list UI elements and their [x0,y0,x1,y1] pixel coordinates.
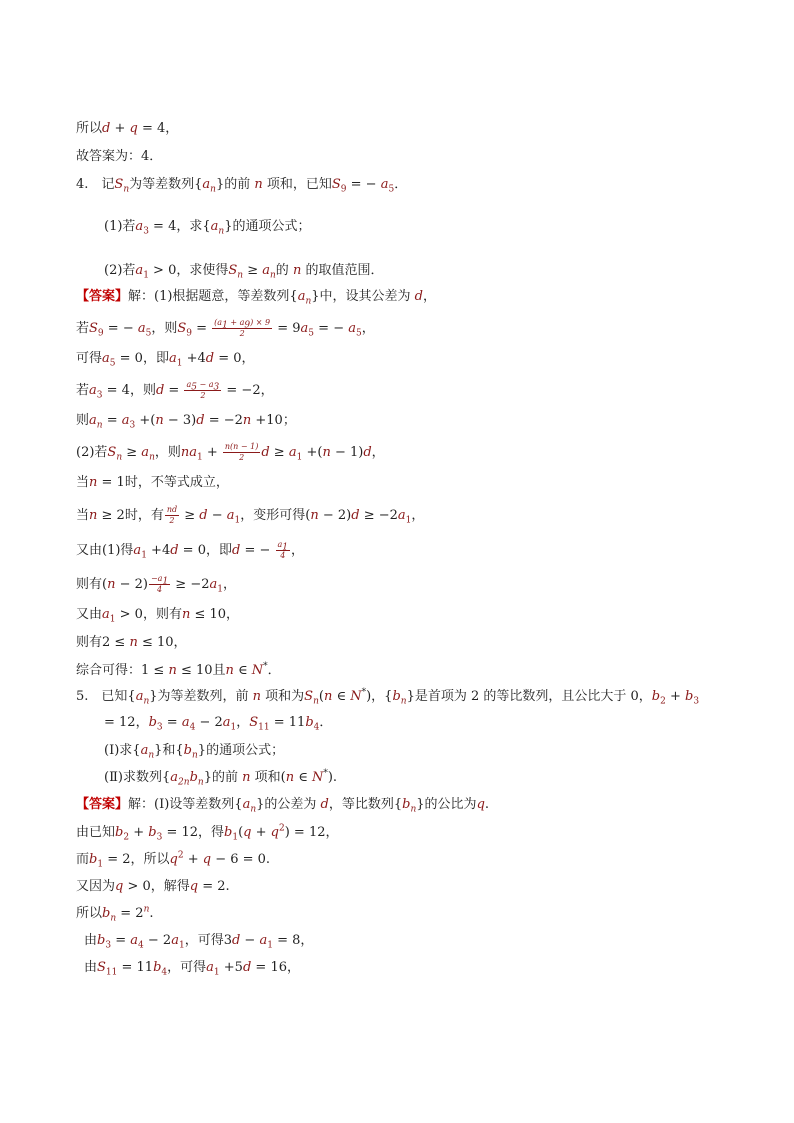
answer-5-line-3: 又因为q > 0，解得q = 2. [76,879,230,894]
answer-5-line-0: 【答案】解：(Ⅰ)设等差数列$\{a_n\}$的公差为 d，等比数列$\{b_n\}$的公比为q. [76,797,490,815]
answer-4-line-1: 若$S_9$ = − $a_5$，则$S_9$ = $\frac{(a_1 + a_9) \times 9}{2}$ = $9a_5$ = − $a_5$， [76,318,375,339]
line-l02: 故答案为：4． [76,149,163,164]
answer-4-line-3: 若$a_3 = 4$，则d = $\frac{a_5 - a_3}{2}$ = −2， [76,380,274,401]
answer-4-line-0: 【答案】解：(1)根据题意，等差数列$\{a_n\}$中，设其公差为 d， [76,289,437,307]
answer-5-line-1: 由已知$b_2 + b_3 = 12$，得$b_1(q + q^2) = 12$， [76,823,339,843]
line-l01: 所以d + q = 4， [76,121,179,136]
answer-4-line-9: 则有(n − 2) $\frac{-a_1}{4}$ ≥ $-2a_1$， [76,574,237,595]
answer-4-line-11: 则有2 ≤ n ≤ 10， [76,635,187,650]
answer-4-line-4: 则$a_n = a_3 +(n - 3)d = -2n +10$； [76,413,296,431]
answer-5-line-6: 由$S_{11} = 11b_4$，可得$a_1 +5d = 16$， [84,960,300,978]
question-4-part-2: (2)若$a_1 > 0$，求使得$S_n \ge a_n$的 n 的取值范围． [104,263,384,281]
answer-4-line-2: 可得$a_5 = 0$，即$a_1 +4d = 0$， [76,351,255,369]
question-5: 5. 已知$\{a_n\}$为等差数列，前 n 项和为$S_n(n$ ∈ N*)，$\{b_n\}$是首项为 2 的等比数列，且公比大于 0，$b_2 + b_3$ [76,687,700,707]
answer-tag: 【答案】 [76,797,129,812]
answer-5-line-5: 由$b_3 = a_4 - 2a_1$，可得$3d - a_1 = 8$， [84,933,314,951]
answer-5-line-4: 所以$b_n = 2^n$. [76,904,154,924]
l01-text: 所以 [76,121,103,136]
answer-4-line-8: 又由(1)得$a_1 +4d = 0$，即d = − $\frac{a_1}{4}$ ， [76,540,305,561]
question-4-part-1: (1)若$a_3 = 4$，求$\{a_n\}$的通项公式； [104,219,311,237]
question-5-part-1: (Ⅰ)求$\{a_n\}$和$\{b_n\}$的通项公式； [104,743,285,761]
answer-4-line-6: 当n = 1时，不等式成立， [76,475,229,490]
answer-5-line-2: 而$b_1 = 2$，所以$q^2 + q - 6 = 0$. [76,850,271,870]
answer-4-line-12: 综合可得：1 ≤ n ≤ 10且n ∈ N*． [76,661,281,678]
question-5-part-2: (Ⅱ)求数列$\{a_{2n}b_n\}$的前 n 项和(n ∈ N*). [104,768,338,788]
question-4: 4. 记$S_n$为等差数列$\{a_n\}$的前 n 项和，已知$S_9$ = − $a_5$． [76,177,408,195]
answer-4-line-5: (2)若$S_n \ge a_n$，则$na_1$ + $\frac{n(n - 1)}{2}$ $d \ge a_1 +(n - 1)d$， [76,442,385,463]
answer-tag: 【答案】 [76,289,129,304]
question-5-cont: = 12，$b_3 = a_4 - 2a_1$，$S_{11} = 11b_4$． [104,715,333,733]
answer-4-line-7: 当n ≥ 2时，有 $\frac{nd}{2}$ ≥ $d - a_1$，变形可得$(n - 2)d \ge -2a_1$， [76,505,425,526]
answer-4-line-10: 又由$a_1 > 0$，则有n ≤ 10， [76,607,240,625]
